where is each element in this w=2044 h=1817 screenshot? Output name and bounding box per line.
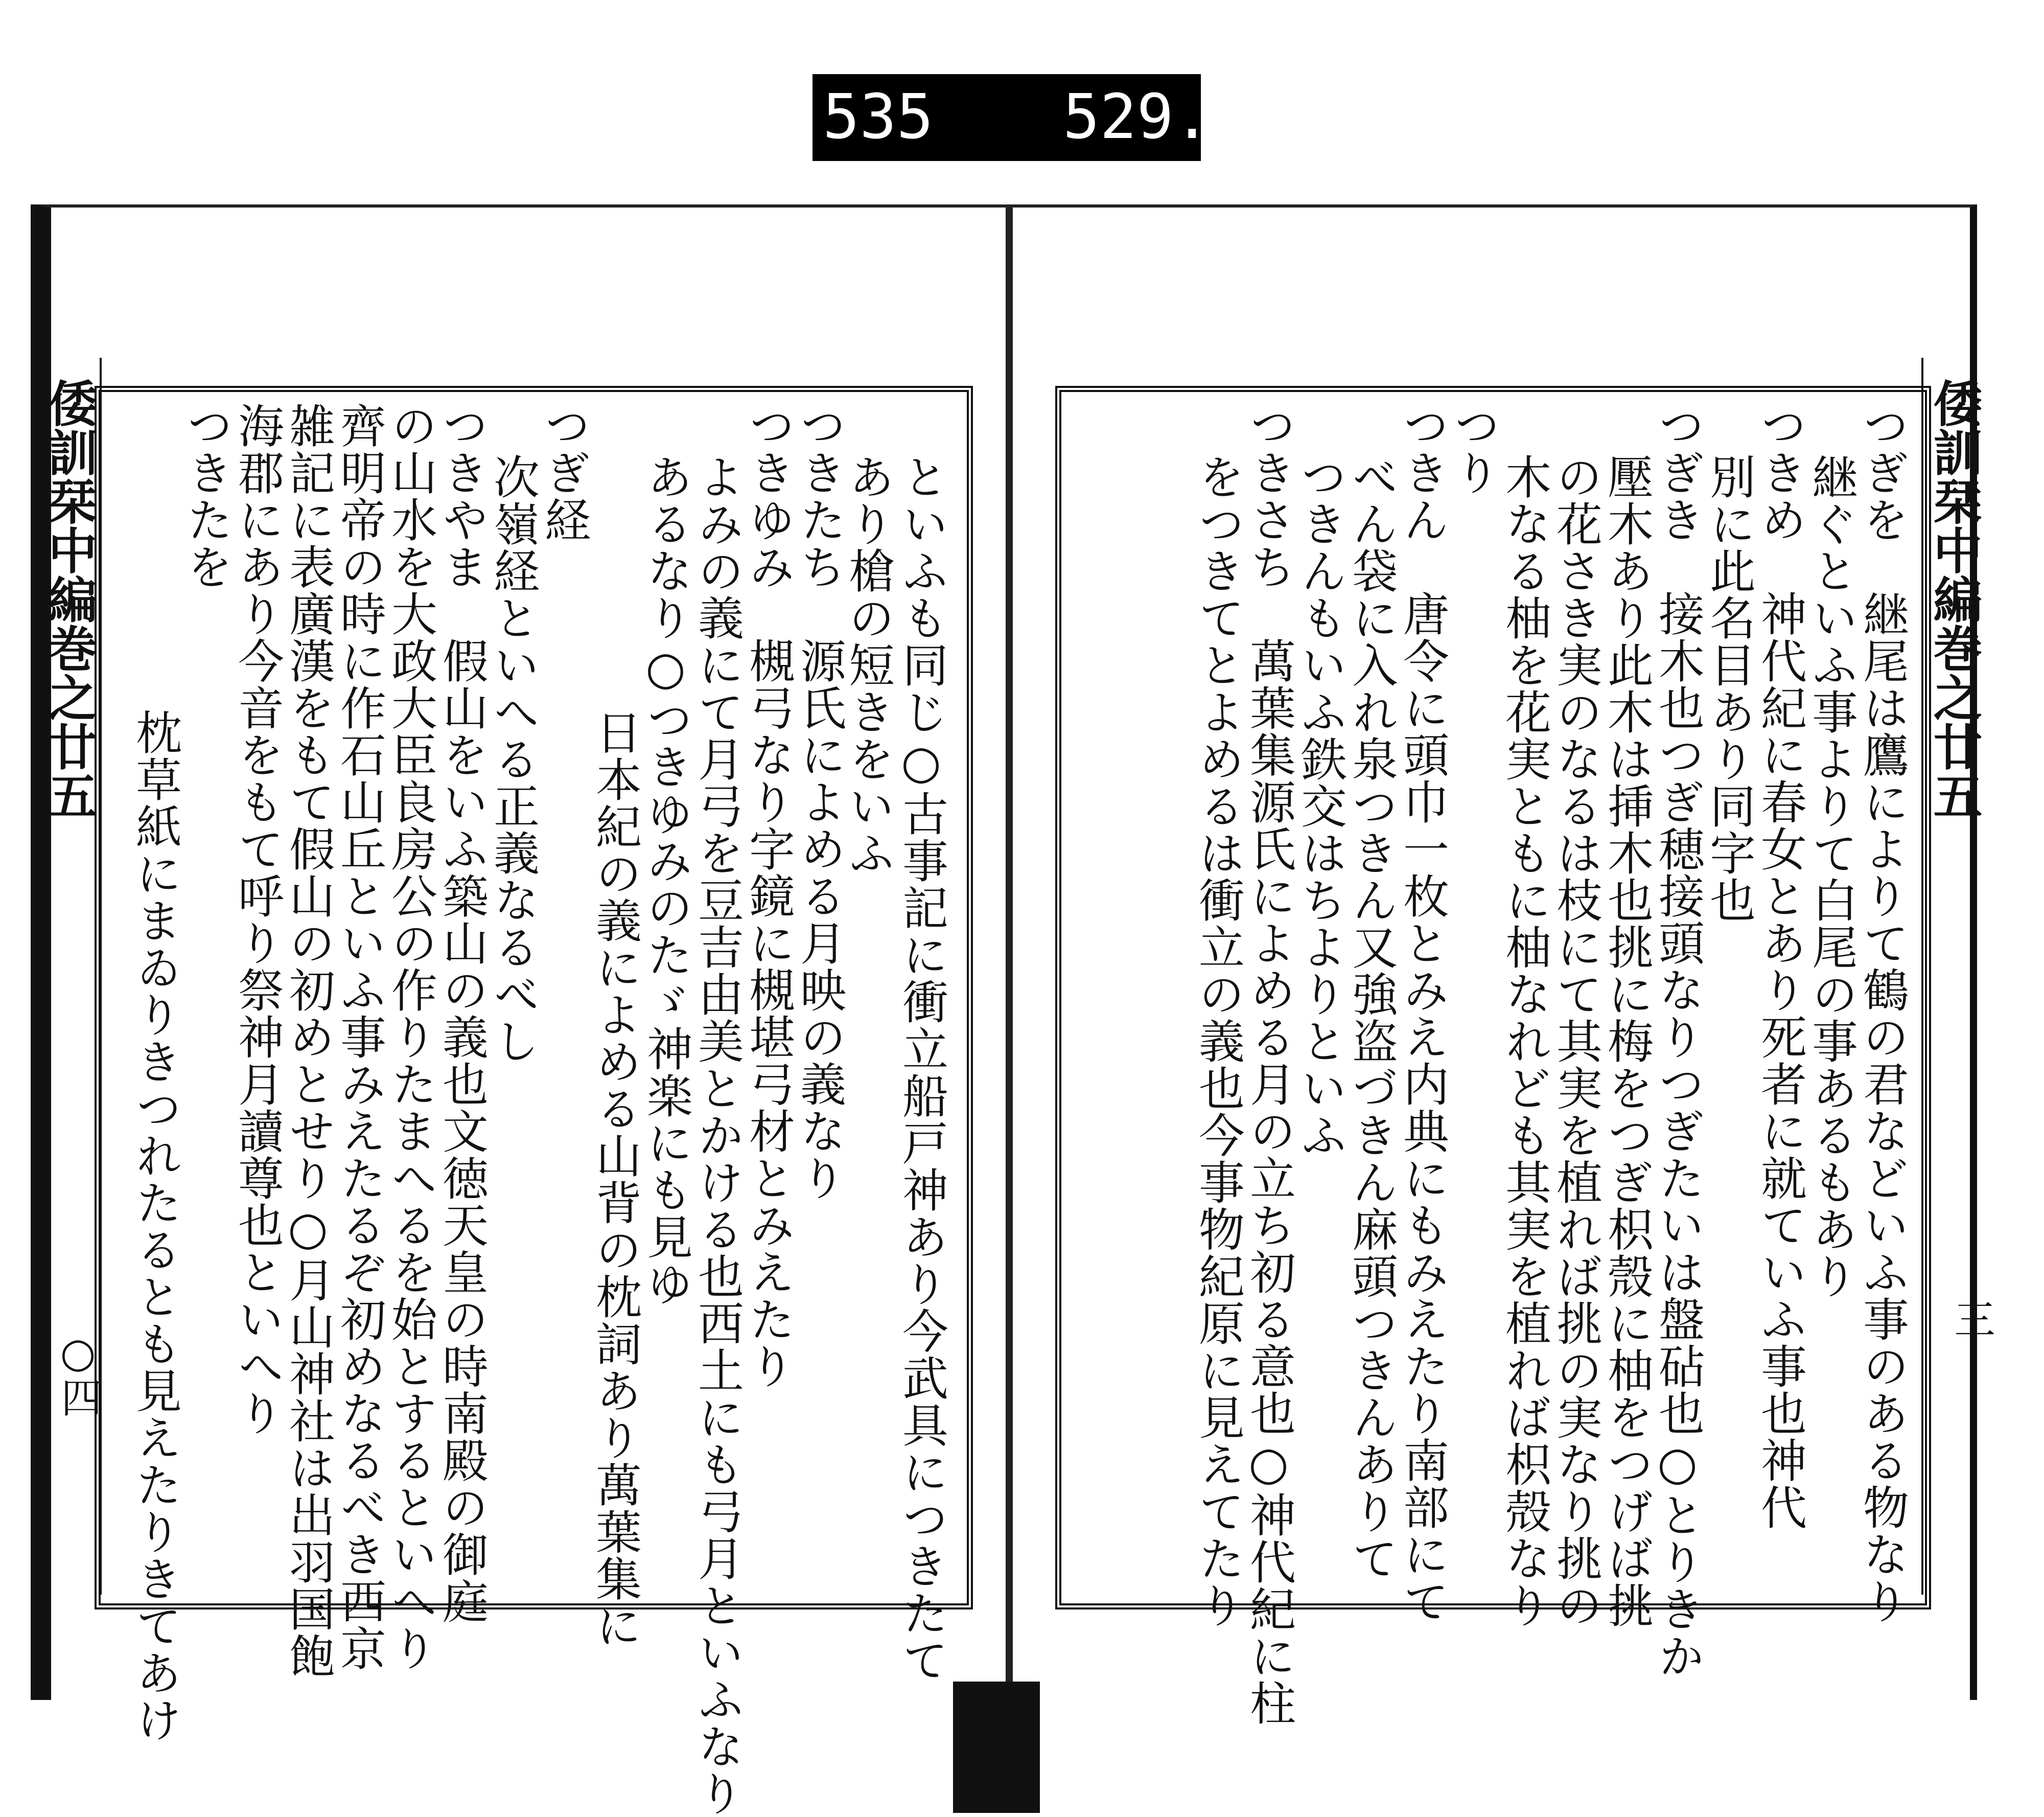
frame-number-left: 535 [823,82,934,153]
book-spine [1006,204,1013,1697]
right-text-frame [1055,386,1931,1727]
text-column: の山水を大政大臣良房公の作りたまへるを始とするといへり [383,402,437,1672]
text-column: べん袋に入れ泉つきん又強盗づきん麻頭つきんありて [1344,453,1398,1582]
frame-number-label [812,74,1211,161]
text-column: 齊明帝の時に作石山丘といふ事みえたるぞ初めなるべき西京 [332,402,386,1672]
text-column: つきたを [179,402,233,590]
text-column: 次嶺経といへる正義なるべし [485,453,539,1065]
text-column: の花さき実のなるは枝にて其実を植れば挑の実なり挑の [1548,453,1602,1629]
text-column: 継ぐといふ事よりて白尾の事あるもあり [1804,453,1857,1300]
text-column: つきたち 源氏によめる月映の義なり [792,402,846,1202]
left-text-frame [95,386,973,1817]
text-column: つきんもいふ鉄交はちよりといふ [1293,453,1346,1159]
frame-number-right: 529. [1063,82,1211,153]
text-column: つきめ 神代紀に春女とあり死者に就ていふ事也神代 [1753,402,1806,1531]
gutter-shadow [953,1682,1040,1813]
text-column: あり槍の短きをいふ [841,453,894,877]
text-column: つぎ経 [537,402,590,543]
text-column: つぎき 接木也つぎ穂接頭なりつぎたいは盤砧也○とりきか [1651,402,1704,1680]
text-column: つきゆみ 槻弓なり字鏡に槻堪弓材とみえたり [741,402,795,1390]
text-column: 海郡にあり今音をもて呼り祭神月讀尊也といへり [230,402,284,1437]
text-column: つきん 唐令に頭巾一枚とみえ内典にもみえたり南部にて [1395,402,1449,1625]
text-column: 別に此名目あり同字也 [1702,453,1755,924]
text-column: 日本紀の義によめる山背の枕詞あり萬葉集に [588,709,641,1649]
text-column: あるなり○つきゆみのたゞ神楽にも見ゆ [639,453,692,1307]
text-column: つぎを 継尾は鷹によりて鶴の君などいふ事のある物なり [1855,402,1909,1625]
right-page-title: 倭訓栞中編巻之廿五 [1925,378,1983,820]
left-page-folio: ○四 [54,1329,102,1417]
text-column: 壓木あり此木は挿木也挑に梅をつぎ枳殼に柚をつげば挑 [1599,453,1653,1629]
text-column: つきさち 萬葉集源氏によめる月の立ち初る意也○神代紀に柱 [1242,402,1295,1727]
text-column: 木なる柚を花実ともに柚なれども其実を植れば枳殻なり [1497,453,1551,1629]
right-page-folio: 三 [1947,1298,1995,1339]
text-column: といふも同じ○古事記に衝立船戸神あり今武具につきたて [894,453,948,1684]
text-column: をつきてとよめるは衝立の義也今事物紀原に見えてたり [1191,453,1244,1629]
text-column: 枕草紙にまゐりきつれたるとも見えたりきてあけ [128,709,181,1743]
text-column: 雑記に表廣漢をもて假山の初めとせり○月山神社は出羽国飽 [281,402,335,1680]
text-column: よみの義にて月弓を豆吉由美とかける也西土にも弓月といふなり [690,453,744,1817]
left-page-title: 倭訓栞中編巻之廿五 [40,378,98,820]
text-column: つきやま 假山をいふ築山の義也文徳天皇の時南殿の御庭 [434,402,488,1625]
text-column: つり [1446,402,1500,496]
